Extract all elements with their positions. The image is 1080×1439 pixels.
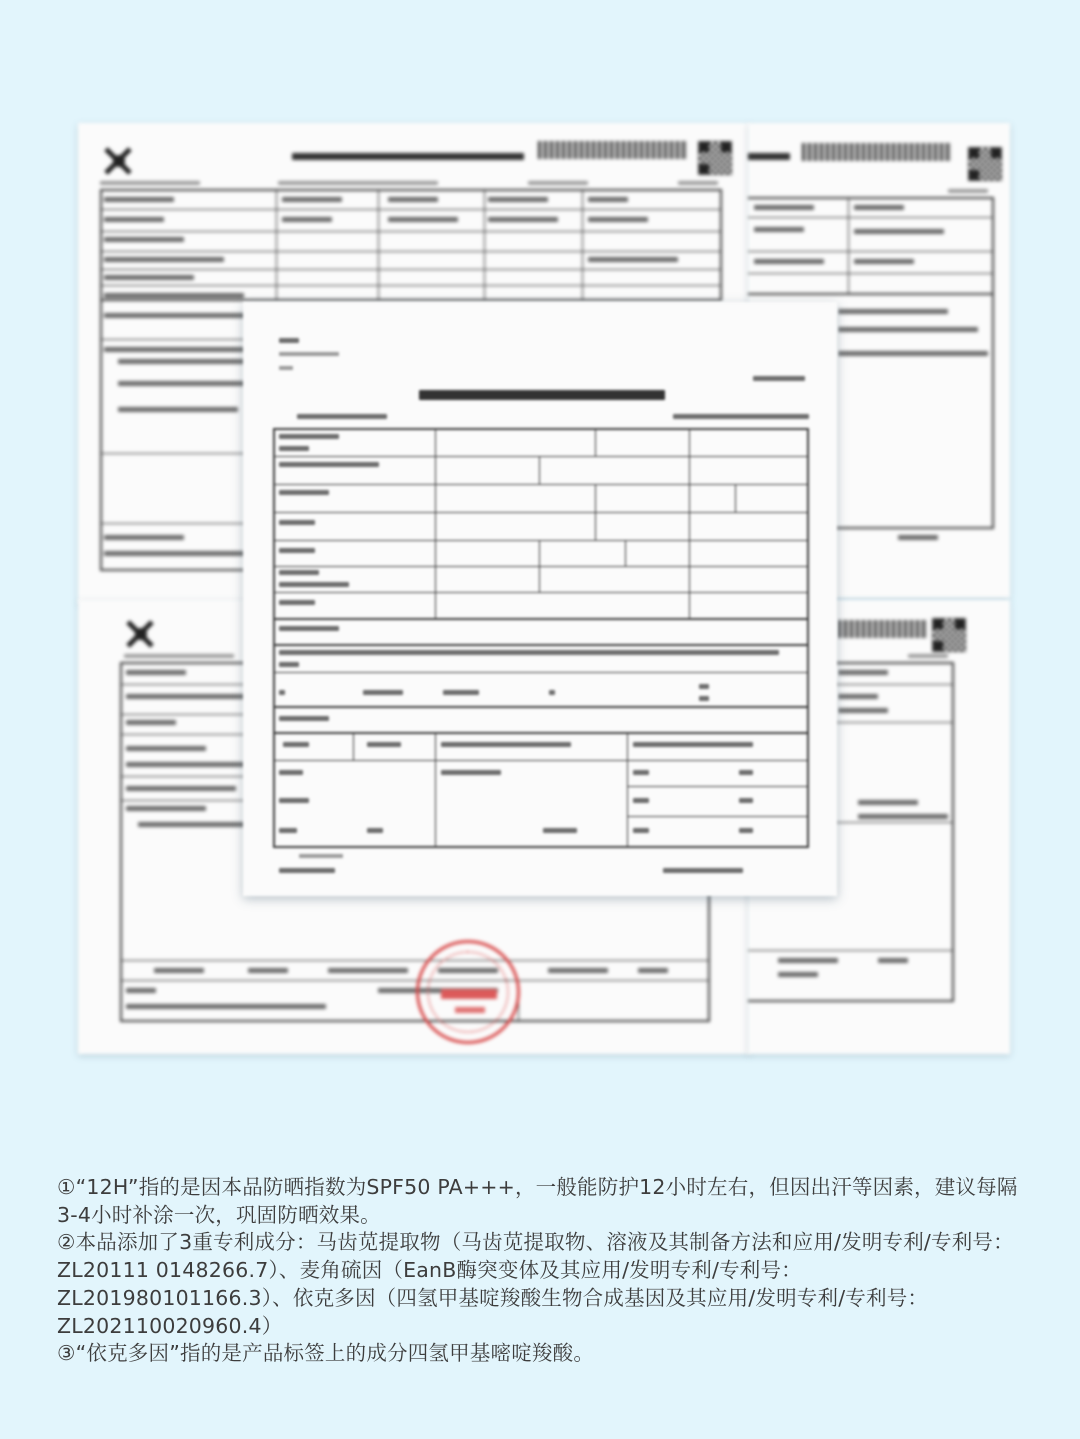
note-2: ②本品添加了3重专利成分：马齿苋提取物（马齿苋提取物、溶液及其制备方法和应用/发明专利/专利号：ZL20111 0148266.7）、麦角硫因（EanB酶突变体及其应用/发明专利/专利号：ZL201980101166.3）、依克多因（四氢甲基啶羧酸生物合成基因及其应用/发明专利/专利号：ZL202110020960.4） [57, 1230, 1014, 1338]
qr-code-icon [698, 141, 732, 175]
note-1: ①“12H”指的是因本品防晒指数为SPF50 PA+++，一般能防护12小时左右，但因出汗等因素，建议每隔3-4小时补涂一次，巩固防晒效果。 [57, 1175, 1018, 1227]
customs-form-front [243, 302, 837, 896]
barcode-icon [538, 141, 688, 159]
note-3: ③“依克多因”指的是产品标签上的成分四氢甲基嘧啶羧酸。 [57, 1341, 595, 1366]
patent-notes [57, 1174, 1032, 1368]
customs-emblem-icon [102, 143, 136, 177]
qr-code-icon [968, 147, 1002, 181]
customs-emblem-icon [124, 616, 158, 650]
document-title [419, 390, 665, 400]
barcode-icon [838, 620, 928, 638]
qr-code-icon [932, 618, 966, 652]
barcode-icon [802, 143, 952, 161]
official-seal [416, 940, 520, 1044]
